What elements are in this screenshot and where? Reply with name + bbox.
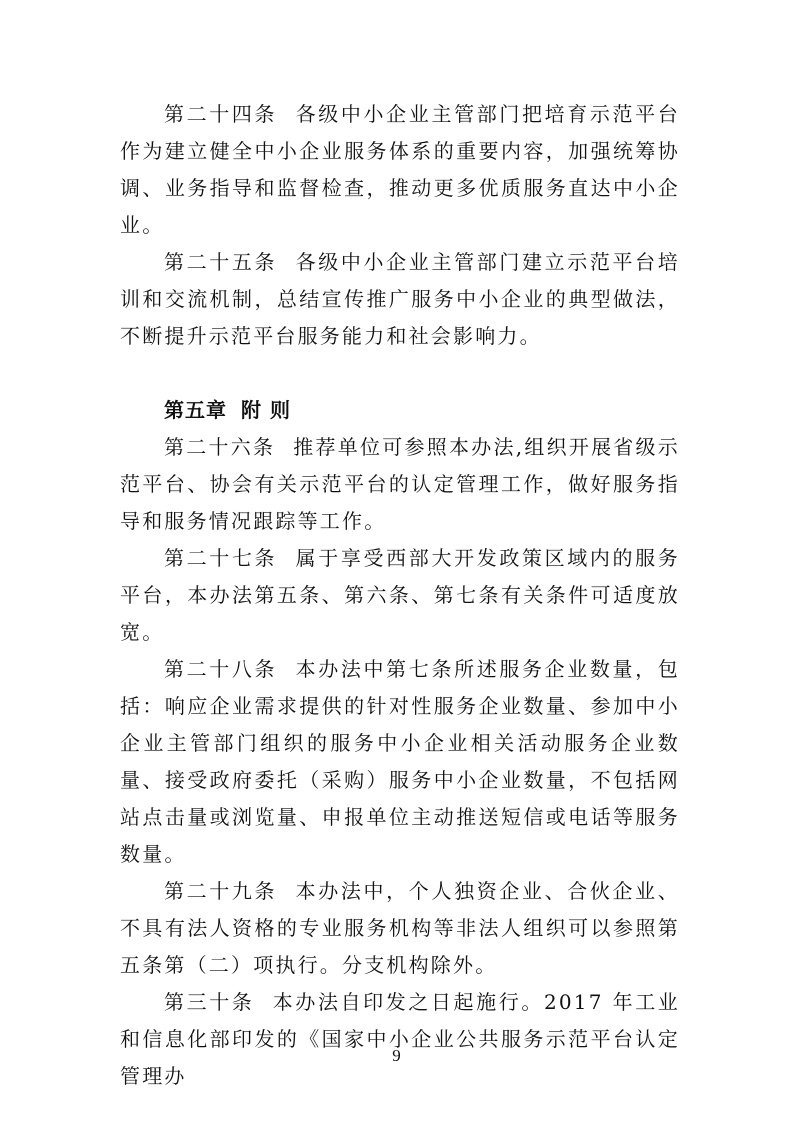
article-text: 本办法自印发之日起施行。2017 年工业和信息化部印发的《国家中小企业公共服务示范平台认定管理办 — [120, 990, 680, 1088]
chapter-number: 第五章 — [164, 398, 227, 422]
article-number: 第二十六条 — [164, 435, 276, 459]
article-25 — [120, 244, 680, 355]
article-number: 第二十八条 — [164, 657, 278, 681]
article-number: 第二十四条 — [164, 102, 278, 126]
article-29 — [120, 873, 680, 984]
article-24 — [120, 96, 680, 244]
article-text: 各级中小企业主管部门把培育示范平台作为建立健全中小企业服务体系的重要内容，加强统筹协调、业务指导和监督检查，推动更多优质服务直达中小企业。 — [120, 102, 681, 237]
article-text: 推荐单位可参照本办法,组织开展省级示范平台、协会有关示范平台的认定管理工作，做好服务指导和服务情况跟踪等工作。 — [120, 435, 680, 533]
article-30 — [120, 984, 680, 1095]
article-text: 本办法中，个人独资企业、合伙企业、不具有法人资格的专业服务机构等非法人组织可以参照第五条第（二）项执行。分支机构除外。 — [120, 879, 681, 977]
article-number: 第二十九条 — [164, 879, 278, 903]
article-28 — [120, 651, 680, 873]
article-number: 第二十五条 — [164, 250, 278, 274]
article-text: 各级中小企业主管部门建立示范平台培训和交流机制，总结宣传推广服务中小企业的典型做法，不断提升示范平台服务能力和社会影响力。 — [120, 250, 681, 348]
article-number: 第三十条 — [164, 990, 255, 1014]
chapter-title: 附 则 — [241, 398, 291, 422]
chapter-heading — [120, 392, 680, 429]
article-27 — [120, 540, 680, 651]
article-26 — [120, 429, 680, 540]
article-text: 本办法中第七条所述服务企业数量，包括：响应企业需求提供的针对性服务企业数量、参加中小企业主管部门组织的服务中小企业相关活动服务企业数量、接受政府委托（采购）服务中小企业数量，不包括网站点击量或浏览量、申报单位主动推送短信或电话等服务数量。 — [120, 657, 681, 866]
article-text: 属于享受西部大开发政策区域内的服务平台，本办法第五条、第六条、第七条有关条件可适度放宽。 — [120, 546, 681, 644]
page-number: 9 — [392, 1046, 401, 1065]
document-page — [120, 96, 680, 1095]
article-number: 第二十七条 — [164, 546, 278, 570]
